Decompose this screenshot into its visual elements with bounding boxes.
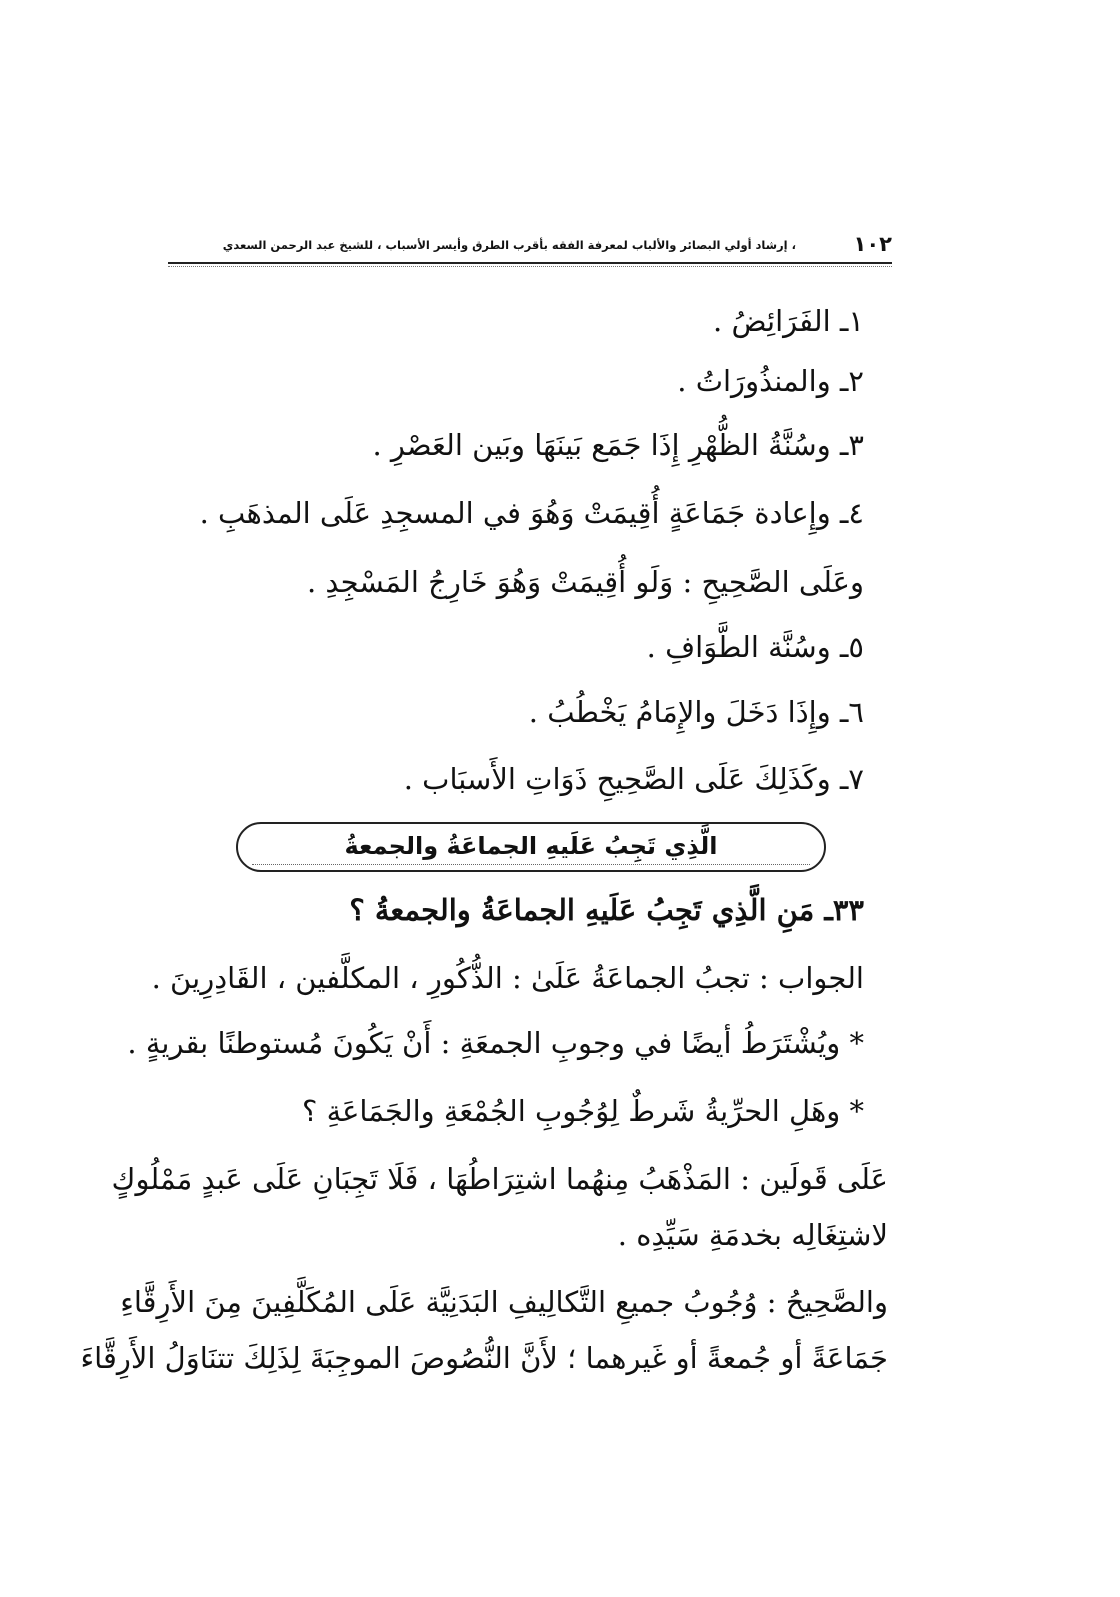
list-item-1: ١ـ الفَرَائِضُ . (713, 304, 864, 338)
list-item-6: ٦ـ وإِذَا دَخَلَ والإِمَامُ يَخْطُبُ . (528, 695, 864, 729)
answer: الجواب : تجبُ الجماعَةُ عَلَىٰ : الذُّكُورِ ، المكلَّفين ، القَادِرِينَ . (151, 961, 864, 995)
list-item-4-note: وعَلَى الصَّحِيحِ : وَلَو أُقِيمَتْ وَهُوَ خَارِجُ المَسْجِدِ . (306, 565, 864, 599)
paragraph-1-line-2: لاشتِغَالِه بخدمَةِ سَيِّدِه . (617, 1218, 888, 1252)
section-heading-box (236, 822, 826, 872)
header-rule (168, 262, 892, 264)
list-item-7: ٧ـ وكَذَلِكَ عَلَى الصَّحِيحِ ذَوَاتِ الأَسبَاب . (403, 762, 864, 796)
page-number: ١٠٢ (853, 232, 892, 256)
paragraph-2-line-2: جَمَاعَةً أو جُمعةً أو غَيرهما ؛ لأَنَّ النُّصُوصَ الموجِبَةَ لِذَلِكَ تتنَاوَلُ الأَرِقَّاءَ (80, 1341, 888, 1375)
paragraph-2-line-1: والصَّحِيحُ : وُجُوبُ جميعِ التَّكالِيفِ البَدَنِيَّة عَلَى المُكَلَّفِينَ مِنَ الأَرِقَّاءِ (120, 1285, 888, 1319)
running-title: ، إرشاد أولي البصائر والألباب لمعرفة الفقه بأقرب الطرق وأيسر الأسباب ، للشيخ عبد الرحمن السعدي (222, 238, 796, 252)
section-heading: الَّذِي تَجِبُ عَلَيهِ الجماعَةُ والجمعةُ (344, 832, 718, 860)
paragraph-1-line-1: عَلَى قَولَين : المَذْهَبُ مِنهُما اشتِرَاطُهَا ، فَلَا تَجِبَانِ عَلَى عَبدٍ مَمْلُوكٍ (111, 1162, 888, 1196)
list-item-5: ٥ـ وسُنَّة الطَّوَافِ . (646, 630, 864, 664)
note-residency: * ويُشْتَرَطُ أيضًا في وجوبِ الجمعَةِ : أَنْ يَكُونَ مُستوطنًا بقريةٍ . (127, 1026, 864, 1060)
header-rule-dotted (168, 266, 892, 267)
list-item-3: ٣ـ وسُنَّةُ الظُّهْرِ إِذَا جَمَع بَينَهَا وبَين العَصْرِ . (372, 428, 864, 462)
list-item-2: ٢ـ والمنذُورَاتُ . (677, 364, 864, 398)
question-33: ٣٣ـ مَنِ الَّذِي تَجِبُ عَلَيهِ الجماعَةُ والجمعةُ ؟ (349, 893, 864, 927)
page-header (168, 232, 892, 258)
list-item-4: ٤ـ وإِعادة جَمَاعَةٍ أُقِيمَتْ وَهُوَ في المسجِدِ عَلَى المذهَبِ . (199, 496, 864, 530)
note-freedom: * وهَلِ الحرِّيةُ شَرطٌ لِوُجُوبِ الجُمْعَةِ والجَمَاعَةِ ؟ (301, 1094, 864, 1128)
